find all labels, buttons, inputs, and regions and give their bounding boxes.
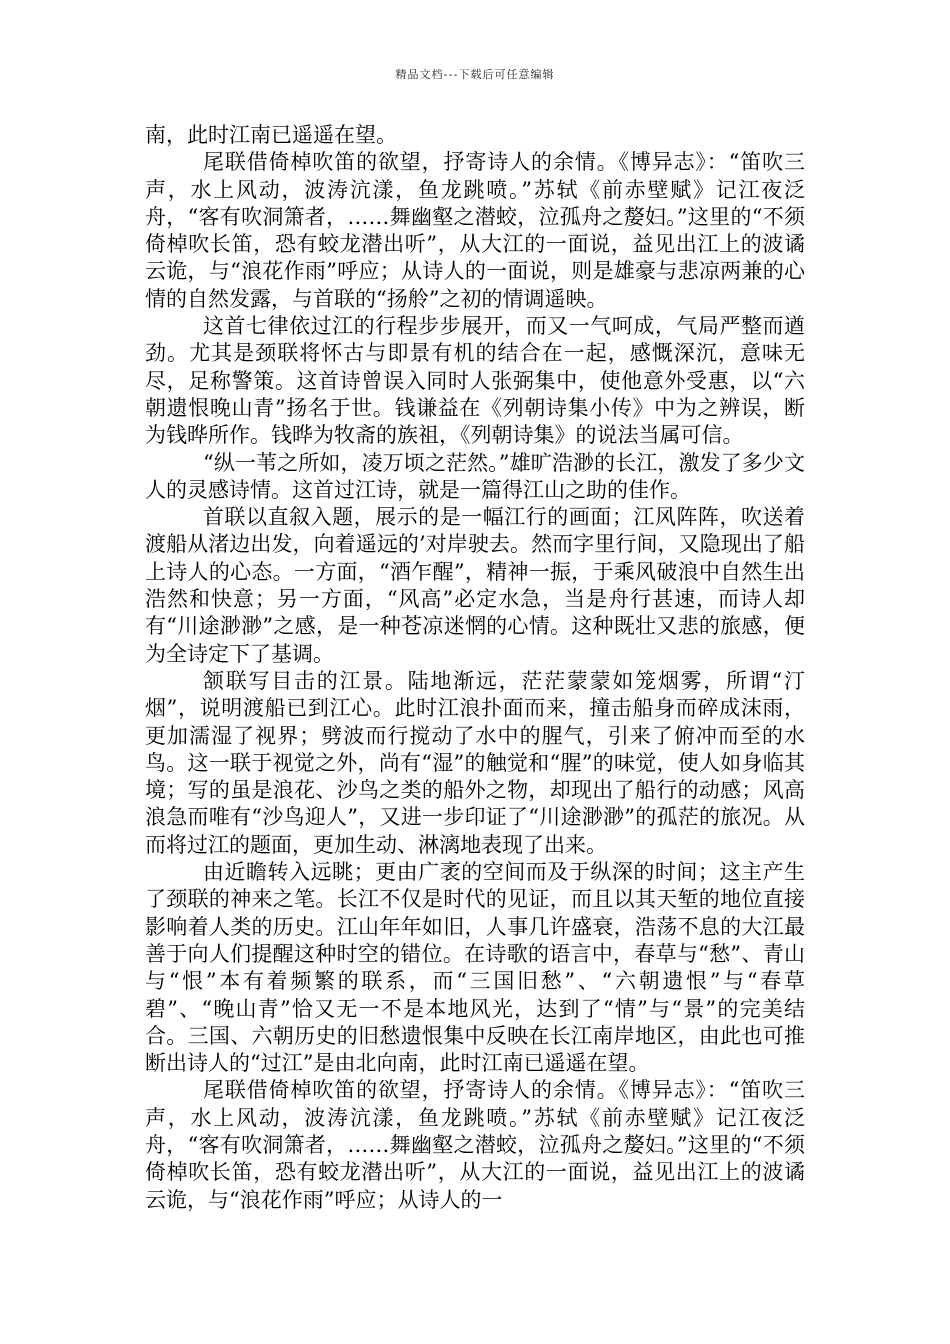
paragraph-3: 这首七律依过江的行程步步展开，而又一气呵成，气局严整而遒劲。尤其是颈联将怀古与即景有机的结合在一起，感慨深沉，意味无尽，足称警策。这首诗曾误入同时人张弼集中，使他意外受惠，以“六朝遗恨晚山青”扬名于世。钱谦益在《列朝诗集小传》中为之辨误，断为钱晔所作。钱晔为牧斋的族祖，《列朝诗集》的说法当属可信。 <box>145 314 805 448</box>
paragraph-8: 尾联借倚棹吹笛的欲望，抒寄诗人的余情。《博异志》：“笛吹三声，水上风动，波涛沆漾，鱼龙跳喷。”苏轼《前赤壁赋》记江夜泛舟，“客有吹洞箫者，……舞幽壑之潜蛟，泣孤舟之嫠妇。”这里的“不须倚棹吹长笛，恐有蛟龙潜出听”，从大江的一面说，益见出江上的波谲云诡，与“浪花作雨”呼应；从诗人的一 <box>145 1078 805 1212</box>
paragraph-6: 颔联写目击的江景。陆地渐远，茫茫蒙蒙如笼烟雾，所谓“汀烟”，说明渡船已到江心。此时江浪扑面而来，撞击船身而碎成沫雨，更加濡湿了视界；劈波而行搅动了水中的腥气，引来了俯冲而至的水鸟。这一联于视觉之外，尚有“湿”的触觉和“腥”的味觉，使人如身临其境；写的虽是浪花、沙鸟之类的船外之物，却现出了船行的动感；风高浪急而唯有“沙鸟迎人”，又进一步印证了“川途渺渺”的孤茫的旅况。从而将过江的题面，更加生动、淋漓地表现了出来。 <box>145 668 805 857</box>
document-body <box>145 122 805 1214</box>
paragraph-7: 由近瞻转入远眺；更由广袤的空间而及于纵深的时间；这主产生了颈联的神来之笔。长江不仅是时代的见证，而且以其天堑的地位直接影响着人类的历史。江山年年如旧，人事几许盛衰，浩荡不息的大江最善于向人们提醒这种时空的错位。在诗歌的语言中，春草与“愁”、青山与“恨”本有着频繁的联系，而“三国旧愁”、“六朝遗恨”与“春草碧”、“晚山青”恰又无一不是本地风光，达到了“情”与“景”的完美结合。三国、六朝历史的旧愁遗恨集中反映在长江南岸地区，由此也可推断出诗人的“过江”是由北向南，此时江南已遥遥在望。 <box>145 860 805 1076</box>
paragraph-5: 首联以直叙入题，展示的是一幅江行的画面；江风阵阵，吹送着渡船从渚边出发，向着遥远的’对岸驶去。然而字里行间，又隐现出了船上诗人的心态。一方面，“酒乍醒”，精神一振，于乘风破浪中自然生出浩然和快意；另一方面，“风高”必定水急，当是舟行甚速，而诗人却有“川途渺渺”之感，是一种苍凉迷惘的心情。这种既壮又悲的旅感，便为全诗定下了基调。 <box>145 505 805 666</box>
paragraph-4: “纵一苇之所如，凌万顷之茫然。”雄旷浩渺的长江，激发了多少文人的灵感诗情。这首过江诗，就是一篇得江山之助的佳作。 <box>145 450 805 502</box>
page-header: 精品文档---下载后可任意编辑 <box>395 68 555 81</box>
paragraph-2: 尾联借倚棹吹笛的欲望，抒寄诗人的余情。《博异志》：“笛吹三声，水上风动，波涛沆漾，鱼龙跳喷。”苏轼《前赤壁赋》记江夜泛舟，“客有吹洞箫者，……舞幽壑之潜蛟，泣孤舟之嫠妇。”这里的“不须倚棹吹长笛，恐有蛟龙潜出听”，从大江的一面说，益见出江上的波谲云诡，与“浪花作雨”呼应；从诗人的一面说，则是雄豪与悲凉两兼的心情的自然发露，与首联的“扬舲”之初的情调遥映。 <box>145 150 805 311</box>
paragraph-1: 南，此时江南已遥遥在望。 <box>145 123 397 147</box>
